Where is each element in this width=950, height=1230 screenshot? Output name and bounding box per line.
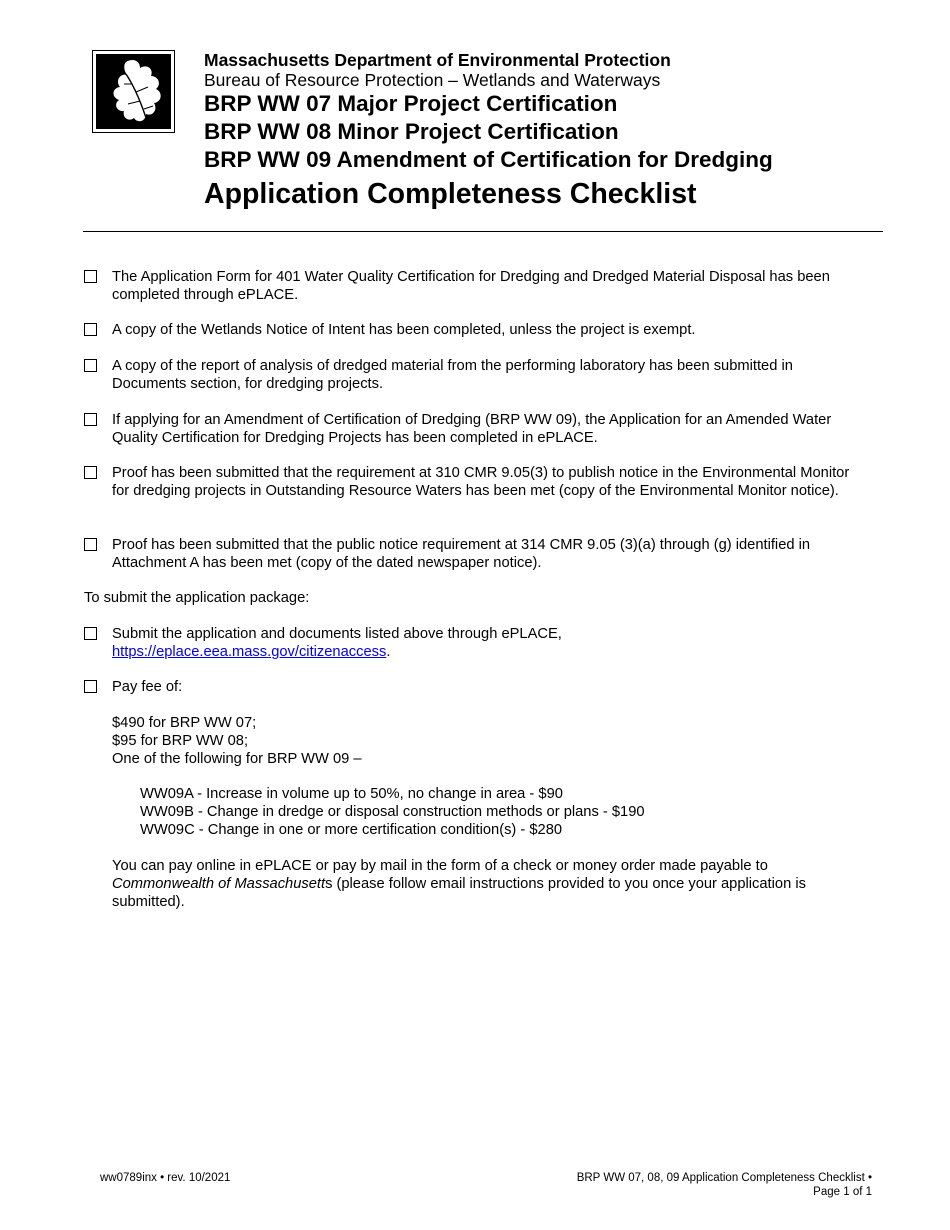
checklist-item-text — [112, 625, 864, 661]
page-number: Page 1 of 1 — [813, 1186, 872, 1198]
fee-ww07: $490 for BRP WW 07; — [112, 715, 257, 731]
payee-name: Commonwealth of Massachusett — [112, 876, 326, 892]
footer-right — [577, 1171, 872, 1199]
checkbox[interactable] — [84, 466, 97, 479]
oak-leaf-icon — [96, 54, 171, 129]
footer-doc-title: BRP WW 07, 08, 09 Application Completeness Checklist • — [576, 1172, 872, 1184]
period: . — [386, 644, 391, 660]
submit-text: Submit the application and documents listed above through ePLACE, — [112, 626, 562, 642]
checklist-item — [84, 678, 864, 696]
fee-ww09a: WW09A - Increase in volume up to 50%, no change in area - $90 — [140, 786, 563, 802]
checkbox[interactable] — [84, 413, 97, 426]
checklist-item — [84, 357, 864, 393]
checkbox[interactable] — [84, 538, 97, 551]
footer-form-id: ww0789inx • rev. 10/2021 — [100, 1172, 231, 1184]
cert-ww08: BRP WW 08 Minor Project Certification — [204, 119, 619, 144]
payment-text-end: s (please follow email instructions provided to you once your application is submitted). — [112, 876, 806, 910]
checklist-item — [84, 625, 864, 661]
payment-text: You can pay online in ePLACE or pay by mail in the form of a check or money order made payable to — [112, 858, 768, 874]
agency-name: Massachusetts Department of Environmental Protection — [204, 50, 671, 70]
fee-ww09b: WW09B - Change in dredge or disposal construction methods or plans - $190 — [140, 804, 645, 820]
checklist-item-text: Proof has been submitted that the public notice requirement at 314 CMR 9.05 (3)(a) through (g) identified in Attachment A has been met (copy of the dated newspaper notice). — [112, 537, 811, 571]
document-header — [204, 50, 904, 212]
cert-ww09: BRP WW 09 Amendment of Certification for Dredging — [204, 147, 773, 172]
checklist-item — [84, 536, 864, 572]
checklist-item-text: If applying for an Amendment of Certification of Dredging (BRP WW 09), the Application for an Amended Water Quality Certification for Dredging Projects has been completed in ePLACE. — [112, 412, 832, 446]
submit-intro: To submit the application package: — [84, 590, 310, 606]
fee-ww09c: WW09C - Change in one or more certification condition(s) - $280 — [140, 822, 563, 838]
fee-list — [112, 714, 362, 768]
checkbox[interactable] — [84, 627, 97, 640]
checklist-item-text: The Application Form for 401 Water Quality Certification for Dredging and Dredged Material Disposal has been completed through ePLACE. — [112, 269, 830, 303]
bureau-name: Bureau of Resource Protection – Wetlands and Waterways — [204, 70, 661, 90]
pay-fee-text: Pay fee of: — [112, 679, 183, 695]
checkbox[interactable] — [84, 323, 97, 336]
ww09-fee-list — [140, 785, 645, 839]
fee-ww08: $95 for BRP WW 08; — [112, 733, 249, 749]
checkbox[interactable] — [84, 680, 97, 693]
massdep-logo — [92, 50, 175, 133]
checklist-item — [84, 411, 864, 447]
eplace-link[interactable]: https://eplace.eea.mass.gov/citizenaccess — [112, 644, 387, 660]
checkbox[interactable] — [84, 359, 97, 372]
cert-ww07: BRP WW 07 Major Project Certification — [204, 91, 618, 116]
payment-instructions — [112, 857, 862, 911]
checklist-item — [84, 464, 864, 500]
checklist-item-text: Proof has been submitted that the requirement at 310 CMR 9.05(3) to publish notice in the Environmental Monitor for dredging projects in Outstanding Resource Waters has been met (copy of the Environmental Monitor notice). — [112, 465, 850, 499]
checkbox[interactable] — [84, 270, 97, 283]
page-title: Application Completeness Checklist — [204, 178, 697, 210]
checklist-item-text: A copy of the report of analysis of dredged material from the performing laboratory has been submitted in Documents section, for dredging projects. — [112, 358, 793, 392]
checklist-item — [84, 268, 864, 304]
header-divider — [83, 231, 883, 232]
checklist-item — [84, 321, 864, 339]
fee-ww09-intro: One of the following for BRP WW 09 – — [112, 751, 362, 767]
checklist-item-text: A copy of the Wetlands Notice of Intent has been completed, unless the project is exempt. — [112, 322, 696, 338]
